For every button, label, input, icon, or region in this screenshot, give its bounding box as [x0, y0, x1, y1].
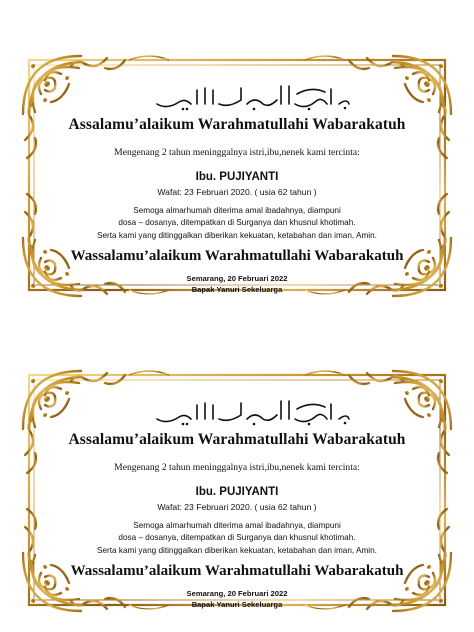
prayer-line: dosa – dosanya, ditempatkan di Surganya dan khusnul khotimah.: [118, 218, 356, 228]
family-signature: Bapak Yanuri Sekeluarga: [191, 600, 283, 609]
prayer-line: Serta kami yang ditinggalkan diberikan kekuatan, ketabahan dan iman, Amin.: [97, 230, 377, 240]
prayer-line: Serta kami yang ditinggalkan diberikan kekuatan, ketabahan dan iman, Amin.: [97, 545, 377, 555]
closing-greeting: Wassalamu’alaikum Warahmatullahi Wabarakatuh: [70, 248, 404, 264]
deceased-name: Ibu. PUJIYANTI: [195, 171, 279, 183]
prayer-line: dosa – dosanya, ditempatkan di Surganya dan khusnul khotimah.: [118, 533, 356, 543]
death-date: Wafat: 23 Februari 2020. ( usia 62 tahun ): [157, 187, 317, 197]
place-date: Semarang, 20 Februari 2022: [186, 589, 288, 598]
place-date: Semarang, 20 Februari 2022: [186, 274, 288, 283]
family-signature: Bapak Yanuri Sekeluarga: [191, 285, 283, 294]
opening-greeting: Assalamu’alaikum Warahmatullahi Wabarakatuh: [68, 431, 406, 448]
signature-block: [49, 273, 425, 295]
remembrance-intro: Mengenang 2 tahun meninggalnya istri,ibu,nenek kami tercinta:: [114, 147, 360, 158]
bismillah-calligraphy-icon: [49, 80, 425, 114]
prayer-line: Semoga almarhumah diterima amal ibadahnya, diampuni: [133, 521, 341, 530]
deceased-name: Ibu. PUJIYANTI: [195, 486, 279, 498]
prayer-text: [49, 520, 425, 557]
opening-greeting: Assalamu’alaikum Warahmatullahi Wabarakatuh: [68, 116, 406, 133]
prayer-text: [49, 205, 425, 242]
death-date: Wafat: 23 Februari 2020. ( usia 62 tahun ): [157, 502, 317, 512]
prayer-line: Semoga almarhumah diterima amal ibadahnya, diampuni: [133, 206, 341, 215]
signature-block: [49, 588, 425, 610]
memorial-card: [19, 323, 455, 615]
bismillah-calligraphy-icon: [49, 395, 425, 429]
remembrance-intro: Mengenang 2 tahun meninggalnya istri,ibu,nenek kami tercinta:: [114, 462, 360, 473]
closing-greeting: Wassalamu’alaikum Warahmatullahi Wabarakatuh: [70, 563, 404, 579]
memorial-card: [19, 8, 455, 300]
